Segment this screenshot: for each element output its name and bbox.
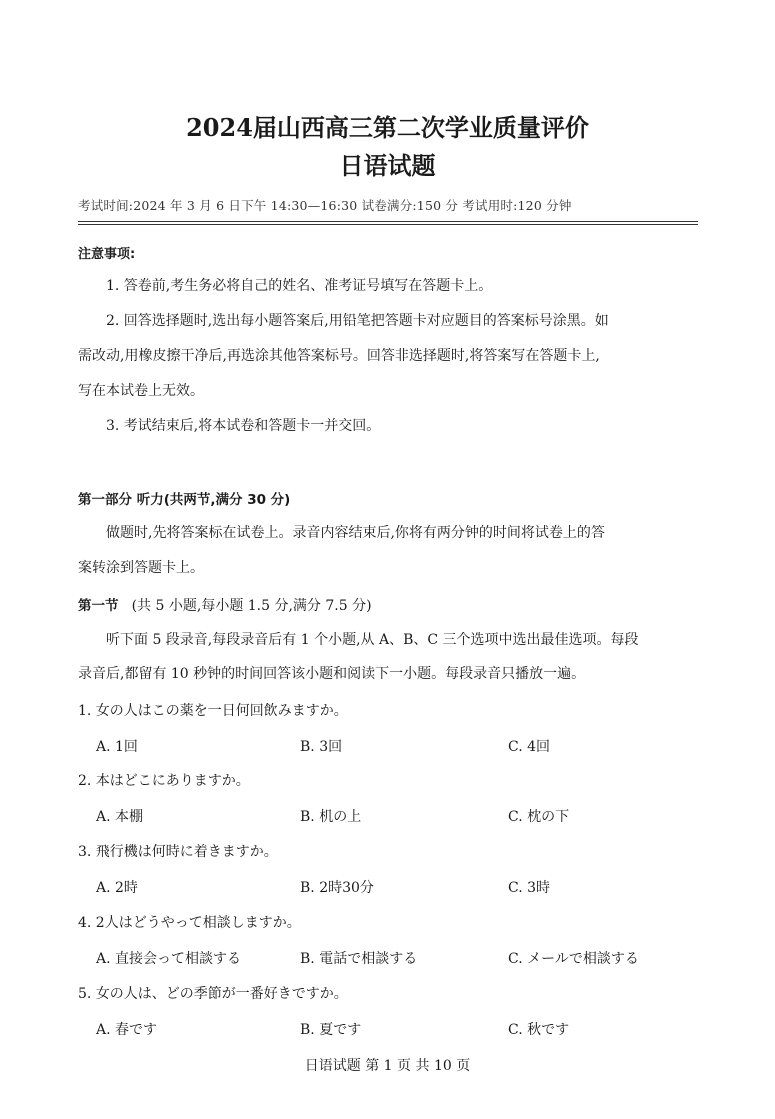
section1-info: (共 5 小题,每小题 1.5 分,满分 7.5 分) — [131, 598, 372, 614]
section1-header — [78, 594, 372, 615]
option-b: B. 机の上 — [300, 809, 362, 825]
part1-intro-line-1: 做题时,先将答案标在试卷上。录音内容结束后,你将有两分钟的时间将试卷上的答 — [106, 525, 605, 541]
section1-label: 第一节 — [78, 598, 119, 614]
notes-item-3: 3. 考试结束后,将本试卷和答题卡一并交回。 — [106, 418, 381, 434]
question-5: 5. 女の人は、どの季節が一番好きですか。 — [78, 986, 348, 1002]
option-c: C. メールで相談する — [508, 951, 639, 967]
question-4: 4. 2人はどうやって相談しますか。 — [78, 915, 301, 931]
option-a: A. 1回 — [96, 739, 138, 755]
option-a: A. 春です — [96, 1022, 158, 1038]
notes-item-2-line-1: 2. 回答选择题时,选出每小题答案后,用铅笔把答题卡对应题目的答案标号涂黑。如 — [106, 313, 609, 329]
notes-heading: 注意事项: — [78, 247, 136, 262]
option-c: C. 枕の下 — [508, 809, 570, 825]
option-b: B. 夏です — [300, 1022, 362, 1038]
question-2: 2. 本はどこにありますか。 — [78, 773, 250, 789]
option-a: A. 直接会って相談する — [96, 951, 242, 967]
notes-item-1: 1. 答卷前,考生务必将自己的姓名、准考证号填写在答题卡上。 — [106, 278, 493, 294]
divider-line — [78, 221, 698, 222]
option-b: B. 電話で相談する — [300, 951, 418, 967]
option-c: C. 3時 — [508, 880, 551, 896]
notes-item-2-line-2: 需改动,用橡皮擦干净后,再选涂其他答案标号。回答非选择题时,将答案写在答题卡上, — [78, 348, 600, 364]
option-a: A. 2時 — [96, 880, 138, 896]
option-a: A. 本棚 — [96, 809, 144, 825]
option-c: C. 4回 — [508, 739, 551, 755]
notes-item-2-line-3: 写在本试卷上无效。 — [78, 383, 204, 399]
exam-info: 考试时间:2024 年 3 月 6 日下午 14:30—16:30 试卷满分:150 分 考试用时:120 分钟 — [78, 198, 572, 213]
question-3: 3. 飛行機は何時に着きますか。 — [78, 844, 278, 860]
option-c: C. 秋です — [508, 1022, 570, 1038]
page-subtitle: 日语试题 — [339, 151, 436, 180]
section1-intro-line-2: 录音后,都留有 10 秒钟的时间回答该小题和阅读下一小题。每段录音只播放一遍。 — [78, 666, 586, 682]
option-b: B. 2時30分 — [300, 880, 374, 896]
part1-heading: 第一部分 听力(共两节,满分 30 分) — [78, 492, 291, 508]
divider-line-2 — [78, 224, 698, 225]
question-1: 1. 女の人はこの薬を一日何回飲みますか。 — [78, 703, 348, 719]
page-title: 2024届山西高三第二次学业质量评价 — [186, 113, 589, 142]
page-footer: 日语试题 第 1 页 共 10 页 — [304, 1058, 471, 1074]
option-b: B. 3回 — [300, 739, 343, 755]
part1-intro-line-2: 案转涂到答题卡上。 — [78, 560, 204, 576]
section1-intro-line-1: 听下面 5 段录音,每段录音后有 1 个小题,从 A、B、C 三个选项中选出最佳选项。每段 — [106, 632, 639, 648]
